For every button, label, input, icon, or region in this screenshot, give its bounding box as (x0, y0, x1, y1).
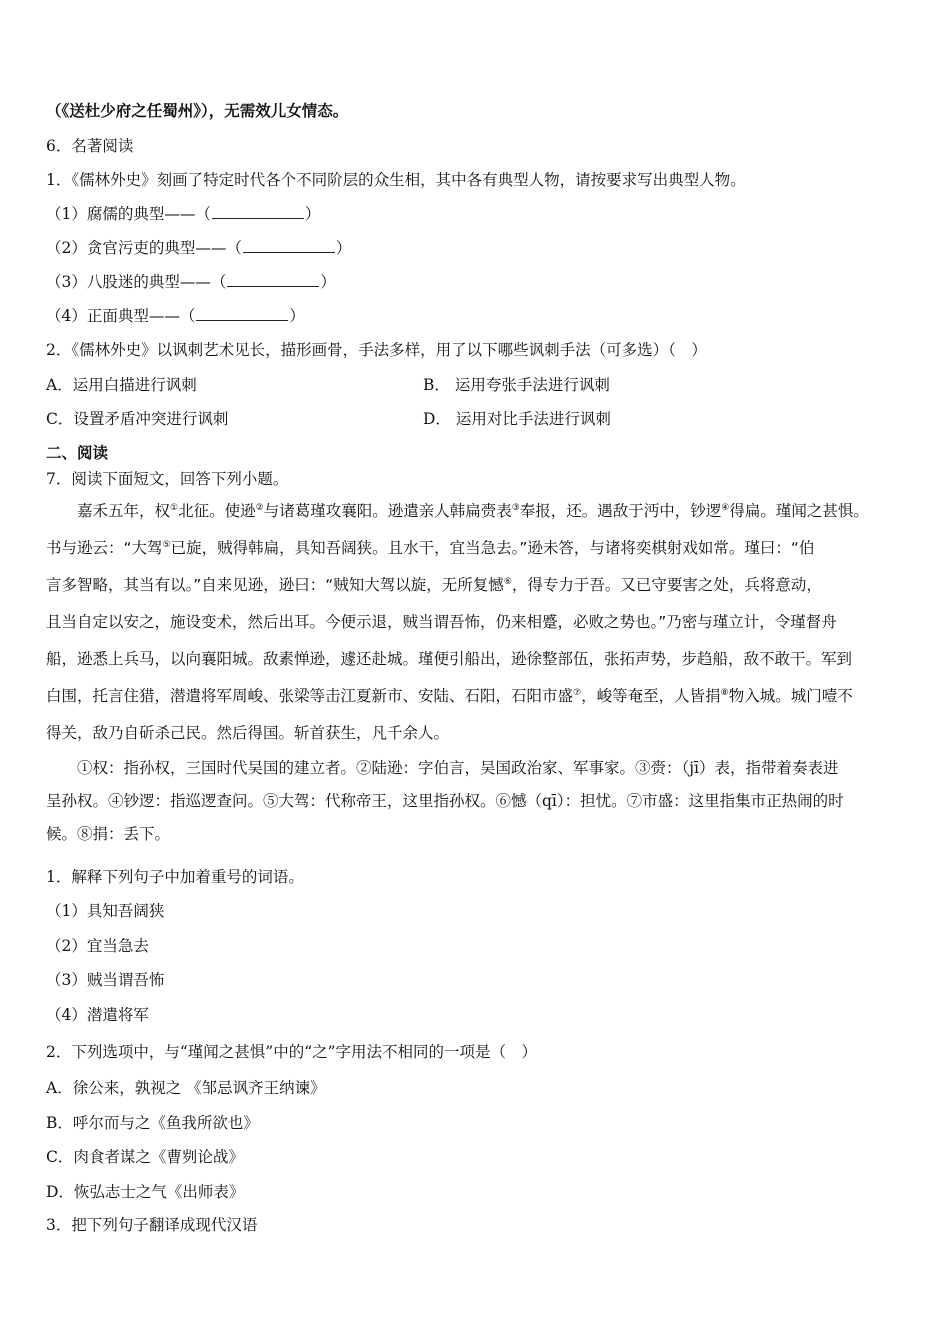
word-item-1: （1）具知吾阔狭 (46, 902, 165, 920)
item-suffix: ） (289, 307, 305, 325)
word-item-4: （4）潜遣将军 (46, 1006, 149, 1024)
item-suffix: ） (335, 239, 352, 257)
footnote-mark: ⑥ (503, 576, 512, 587)
passage-text: 书与逊云：“大驾 (46, 539, 163, 557)
q6-item-3 (46, 272, 336, 292)
passage-text: 奉报，还。遇敌于沔中，钞逻 (519, 502, 722, 520)
passage-text: 北征。使逊 (178, 502, 256, 520)
q6-options-row-1 (46, 375, 906, 395)
option-d[interactable]: D． 运用对比手法进行讽刺 (423, 410, 611, 428)
passage-text: 且当自定以安之，施设变术，然后出耳。今便示退，贼当谓吾怖，仍来相蹙，必败之势也。”乃密与瑾立计，令瑾督舟 (46, 613, 837, 631)
footnote-mark: ⑧ (720, 687, 729, 698)
q7-sub2: 2．下列选项中，与“瑾闻之甚惧”中的“之”字用法不相同的一项是（ ） (46, 1043, 538, 1061)
answer-blank[interactable] (243, 238, 335, 253)
passage-text: 嘉禾五年，权 (77, 502, 171, 520)
footnote-mark: ① (170, 502, 179, 513)
passage-line-1 (46, 493, 906, 530)
passage-line-2 (46, 530, 906, 567)
passage-text: 与诸葛瑾攻襄阳。逊遣亲人韩扁赍表 (263, 502, 512, 520)
footnote-mark: ② (255, 502, 264, 513)
item-prefix: （2）贪官污吏的典型——（ (46, 239, 242, 257)
q7-title: 7．阅读下面短文，回答下列小题。 (46, 470, 289, 488)
footnote-line: ①权：指孙权，三国时代吴国的建立者。②陆逊：字伯言，吴国政治家、军事家。③赍：（jī）表，指带着奏表进 (77, 759, 839, 777)
word-item-3: （3）贼当谓吾怖 (46, 971, 165, 989)
answer-blank[interactable] (212, 204, 304, 219)
q7-sub1: 1．解释下列句子中加着重号的词语。 (46, 868, 304, 886)
passage-text: ，峻等奄至，人皆捐 (581, 687, 721, 705)
passage-text: 白围，托言住猎，潜遣将军周峻、张梁等击江夏新市、安陆、石阳，石阳市盛 (46, 687, 574, 705)
q7-sub3: 3．把下列句子翻译成现代汉语 (46, 1216, 258, 1234)
passage-line-5 (46, 641, 906, 678)
footnote-mark: ⑦ (573, 687, 582, 698)
footnotes (46, 752, 906, 851)
footnote-mark: ④ (721, 502, 730, 513)
passage-line-6 (46, 678, 906, 715)
q6-item-1 (46, 204, 320, 224)
q7-option-b[interactable]: B．呼尔而与之《鱼我所欲也》 (46, 1114, 259, 1132)
q7-option-d[interactable]: D．恢弘志士之气《出师表》 (46, 1183, 245, 1201)
q6-title: 6．名著阅读 (46, 137, 134, 155)
q6-item-4 (46, 306, 305, 326)
item-prefix: （1）腐儒的典型——（ (46, 205, 211, 223)
passage-text: 得扁。瑾闻之甚惧。 (729, 502, 869, 520)
q6-item-2 (46, 238, 351, 258)
option-a[interactable]: A．运用白描进行讽刺 (46, 376, 197, 394)
item-suffix: ） (320, 273, 336, 291)
passage-line-3 (46, 567, 906, 604)
answer-blank[interactable] (196, 306, 288, 321)
q7-option-c[interactable]: C．肉食者谋之《曹刿论战》 (46, 1148, 244, 1166)
passage-text: 得关，敌乃自斫杀己民。然后得国。斩首获生，凡千余人。 (46, 724, 450, 742)
footnote-mark: ③ (511, 502, 520, 513)
q6-sub2: 2．《儒林外史》以讽刺艺术见长，描形画骨，手法多样，用了以下哪些讽刺手法（可多选）（ ） (46, 341, 707, 359)
passage-text: ，得专力于吾。又已守要害之处，兵将意动， (511, 576, 822, 594)
option-b[interactable]: B． 运用夸张手法进行讽刺 (423, 376, 610, 394)
answer-blank[interactable] (227, 272, 319, 287)
passage-text: 船，逊悉上兵马，以向襄阳城。敌素惮逊，遽还赴城。瑾便引船出，逊徐整部伍，张拓声势，步趋船，敌不敢干。军到 (46, 650, 853, 668)
footnote-line: 呈孙权。④钞逻：指巡逻查问。⑤大驾：代称帝王，这里指孙权。⑥憾（qī）：担忧。⑦市盛：这里指集市正热闹的时 (46, 792, 844, 810)
section-heading: 二、阅读 (46, 443, 109, 462)
classical-passage (46, 493, 906, 752)
q6-sub1: 1．《儒林外史》刻画了特定时代各个不同阶层的众生相，其中各有典型人物，请按要求写出典型人物。 (46, 171, 746, 189)
word-item-2: （2）宜当急去 (46, 937, 149, 955)
passage-line-4 (46, 604, 906, 641)
item-prefix: （3）八股迷的典型——（ (46, 273, 227, 291)
option-c[interactable]: C．设置矛盾冲突进行讽刺 (46, 410, 229, 428)
footnote-mark: ⑤ (162, 539, 171, 550)
passage-text: 言多智略，其当有以。”自来见逊，逊曰：“贼知大驾以旋，无所复憾 (46, 576, 504, 594)
q6-options-row-2 (46, 409, 906, 429)
item-prefix: （4）正面典型——（ (46, 307, 196, 325)
q7-option-a[interactable]: A．徐公来，孰视之 《邹忌讽齐王纳谏》 (46, 1079, 326, 1097)
passage-line-7 (46, 715, 906, 752)
footnote-line: 候。⑧捐：丢下。 (46, 825, 171, 843)
passage-text: 已旋，贼得韩扁，具知吾阔狭。且水干，宜当急去。”逊未答，与诸将奕棋射戏如常。瑾曰：“伯 (170, 539, 815, 557)
item-suffix: ） (304, 205, 321, 223)
top-line: （《送杜少府之任蜀州》），无需效儿女情态。 (46, 101, 349, 120)
passage-text: 物入城。城门噎不 (728, 687, 853, 705)
